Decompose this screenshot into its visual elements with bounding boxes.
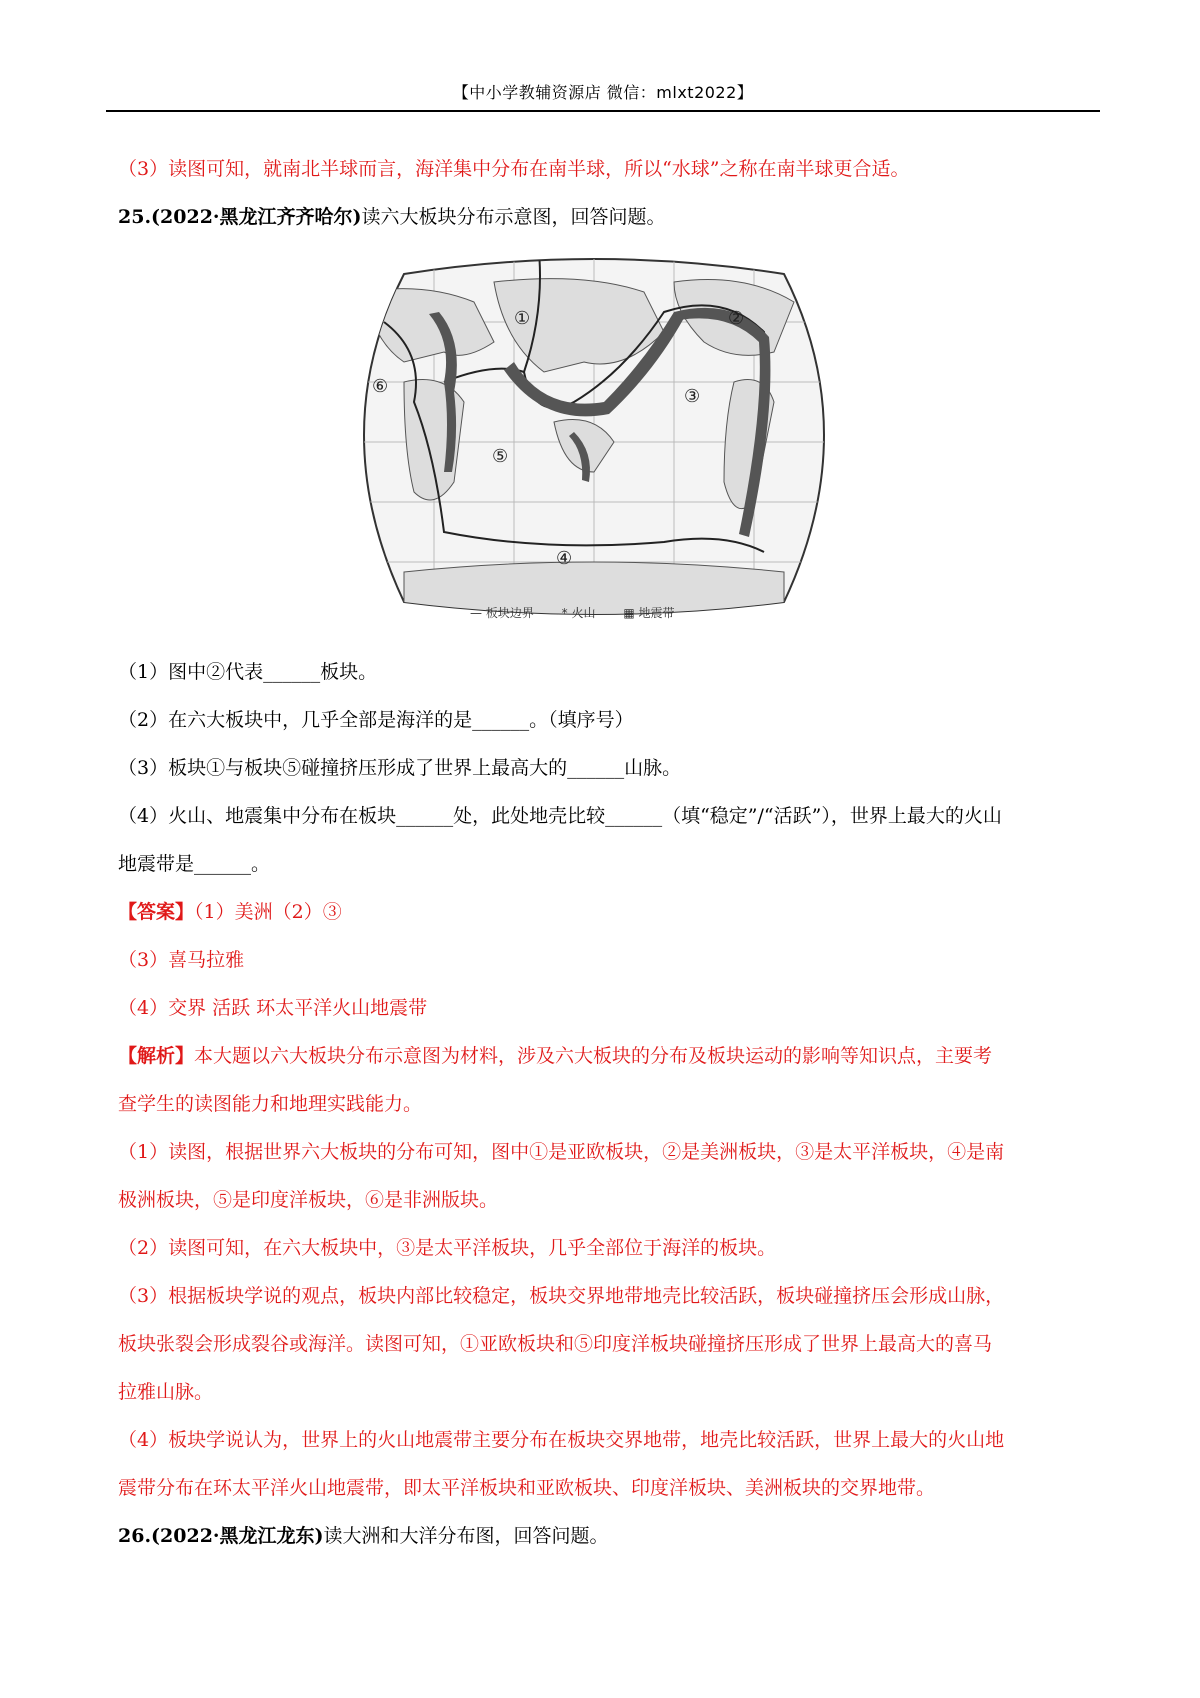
- answer-line-2: （3）喜马拉雅: [118, 949, 245, 971]
- plate-label-5: ⑤: [492, 446, 509, 467]
- question-25-stem: 读六大板块分布示意图，回答问题。: [361, 206, 666, 228]
- question-26-number: 26.(2022·黑龙江龙东): [118, 1525, 324, 1547]
- header-rule: [106, 110, 1100, 112]
- prev-answer-line: （3）读图可知，就南北半球而言，海洋集中分布在南半球，所以“水球”之称在南半球更合适。: [118, 158, 910, 180]
- plate-label-1: ①: [514, 308, 531, 329]
- question-25-part-4-cont: 地震带是______。: [118, 853, 271, 875]
- answer-tag: 【答案】: [118, 901, 195, 923]
- answer-line-3: （4）交界 活跃 环太平洋火山地震带: [118, 997, 428, 1019]
- legend-volcano: * 火山: [561, 606, 596, 620]
- analysis-line-7: 板块张裂会形成裂谷或海洋。读图可知，①亚欧板块和⑤印度洋板块碰撞挤压形成了世界上最高大的喜马: [118, 1333, 993, 1355]
- analysis-line-8: 拉雅山脉。: [118, 1381, 214, 1403]
- question-26-title: [118, 1522, 1098, 1550]
- plate-label-2: ②: [728, 308, 745, 329]
- plate-map: [344, 252, 844, 624]
- question-25-part-3: （3）板块①与板块⑤碰撞挤压形成了世界上最高大的______山脉。: [118, 757, 682, 779]
- analysis-line-4: 极洲板块，⑤是印度洋板块，⑥是非洲版块。: [118, 1189, 499, 1211]
- question-25-part-4: （4）火山、地震集中分布在板块______处，此处地壳比较______（填“稳定”/“活跃”），世界上最大的火山: [118, 805, 1002, 827]
- analysis-tag: 【解析】: [118, 1045, 195, 1067]
- question-26-stem: 读大洲和大洋分布图，回答问题。: [323, 1525, 609, 1547]
- analysis-line-9: （4）板块学说认为，世界上的火山地震带主要分布在板块交界地带，地壳比较活跃，世界上最大的火山地: [118, 1429, 1005, 1451]
- map-legend: [470, 604, 699, 621]
- analysis-line-5: （2）读图可知，在六大板块中，③是太平洋板块，几乎全部位于海洋的板块。: [118, 1237, 777, 1259]
- legend-boundary: — 板块边界: [470, 606, 534, 620]
- analysis-line-10: 震带分布在环太平洋火山地震带，即太平洋板块和亚欧板块、印度洋板块、美洲板块的交界地带。: [118, 1477, 936, 1499]
- question-25-number: 25.(2022·黑龙江齐齐哈尔): [118, 206, 362, 228]
- analysis-line-6: （3）根据板块学说的观点，板块内部比较稳定，板块交界地带地壳比较活跃，板块碰撞挤压会形成山脉，: [118, 1285, 1005, 1307]
- question-25-part-1: （1）图中②代表______板块。: [118, 661, 378, 683]
- plate-map-svg: [344, 252, 844, 624]
- question-25-title: [118, 203, 1098, 231]
- analysis-line-2: 查学生的读图能力和地理实践能力。: [118, 1093, 423, 1115]
- page-header: 【中小学教辅资源店 微信：mlxt2022】: [452, 83, 754, 102]
- answer-line-1: 【答案】（1）美洲（2）③: [118, 901, 342, 923]
- plate-label-6: ⑥: [372, 376, 389, 397]
- legend-quake: ▦ 地震带: [623, 606, 675, 620]
- plate-label-4: ④: [556, 548, 573, 569]
- analysis-line-1: 【解析】本大题以六大板块分布示意图为材料，涉及六大板块的分布及板块运动的影响等知识点，主要考: [118, 1045, 993, 1067]
- question-25-part-2: （2）在六大板块中，几乎全部是海洋的是______。（填序号）: [118, 709, 634, 731]
- analysis-line-3: （1）读图，根据世界六大板块的分布可知，图中①是亚欧板块，②是美洲板块，③是太平洋板块，④是南: [118, 1141, 1005, 1163]
- plate-label-3: ③: [684, 386, 701, 407]
